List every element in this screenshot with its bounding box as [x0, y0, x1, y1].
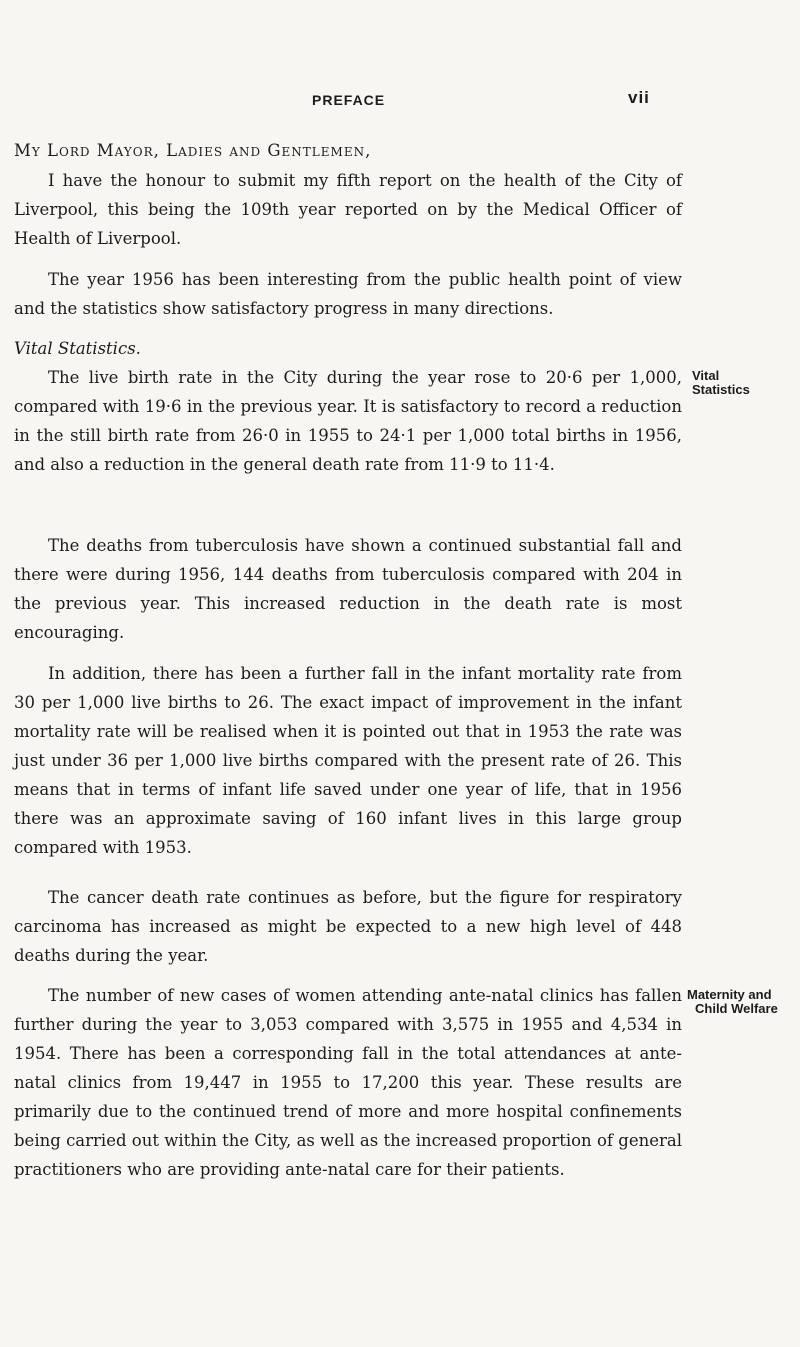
paragraph-birth-rate: The live birth rate in the City during the year rose to 20·6 per 1,000, compared with 19·6 in the previous year. It is satisfactory to record a reduction in the still birth rate from 26·0 in 1955 to 24·1 per 1,000 total births in 1956, and also a reduction in the general death rate from 11·9 to 11·4. [14, 368, 682, 474]
paragraph-cancer: The cancer death rate continues as before, but the figure for respiratory carcinoma has increased as might be expected to a new high level of 448 deaths during the year. [14, 888, 682, 965]
paragraph-infant-mortality: In addition, there has been a further fall in the infant mortality rate from 30 per 1,000 live births to 26. The exact impact of improvement in the infant mortality rate will be realised when it is pointed out that in 1953 the rate was just under 36 per 1,000 live births compared with the present rate of 26. This means that in terms of infant life saved under one year of life, that in 1956 there was an approximate saving of 160 infant lives in this large group compared with 1953. [14, 664, 682, 857]
margin-note-maternity [687, 988, 778, 1016]
margin-note-vital-line2: Statistics [692, 382, 750, 397]
paragraph-tuberculosis: The deaths from tuberculosis have shown a continued substantial fall and there were during 1956, 144 deaths from tuberculosis compared with 204 in the previous year. This increased reduction in the death rate is most encouraging. [14, 536, 682, 642]
paragraph-year-1956: The year 1956 has been interesting from the public health point of view and the statistics show satisfactory progress in many directions. [14, 270, 682, 318]
page-number: vii [628, 88, 650, 107]
paragraph-intro: I have the honour to submit my fifth report on the health of the City of Liverpool, this being the 109th year reported on by the Medical Officer of Health of Liverpool. [14, 171, 682, 248]
margin-note-vital [692, 369, 750, 397]
paragraph-ante-natal: The number of new cases of women attending ante-natal clinics has fallen further during the year to 3,053 compared with 3,575 in 1955 and 4,534 in 1954. There has been a corresponding fall in the total attendances at ante-natal clinics from 19,447 in 1955 to 17,200 this year. These results are primarily due to the continued trend of more and more hospital confinements being carried out within the City, as well as the increased proportion of general practitioners who are providing ante-natal care for their patients. [14, 986, 682, 1179]
margin-note-maternity-line2: Child Welfare [695, 1001, 778, 1016]
running-header: PREFACE [312, 92, 386, 108]
margin-note-vital-line1: Vital [692, 368, 720, 383]
margin-note-maternity-line1: Maternity and [687, 987, 772, 1002]
salutation: My Lord Mayor, Ladies and Gentlemen, [14, 141, 372, 160]
section-heading-vital-statistics: Vital Statistics. [14, 339, 141, 358]
